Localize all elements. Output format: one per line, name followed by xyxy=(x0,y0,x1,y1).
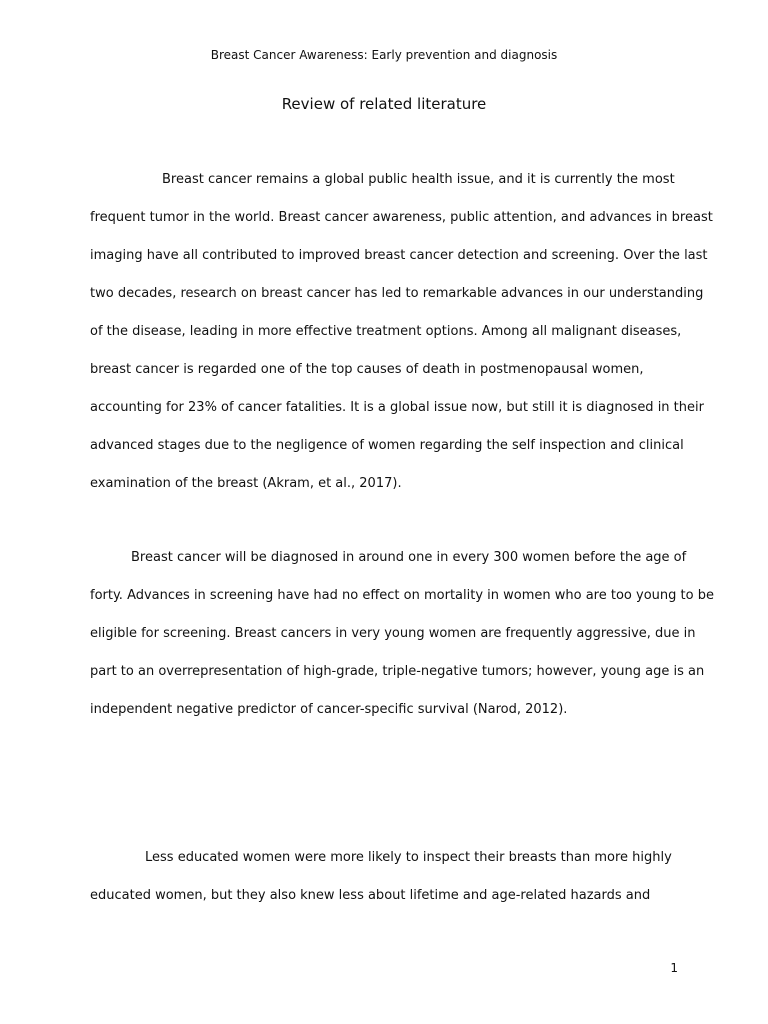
paragraph-line: part to an overrepresentation of high-grade, triple-negative tumors; however, young age is an xyxy=(90,664,705,679)
paragraph-line: Breast cancer will be diagnosed in around one in every 300 women before the age of xyxy=(131,550,687,565)
paragraph-line: two decades, research on breast cancer has led to remarkable advances in our understanding xyxy=(90,286,704,301)
paragraph-line: examination of the breast (Akram, et al., 2017). xyxy=(90,476,402,491)
paragraph-line: advanced stages due to the negligence of women regarding the self inspection and clinical xyxy=(90,438,684,453)
paragraph-line: eligible for screening. Breast cancers in very young women are frequently aggressive, due in xyxy=(90,626,696,641)
paragraph-2 xyxy=(90,539,714,729)
page-number: 1 xyxy=(670,961,678,975)
paragraph-1 xyxy=(90,161,713,503)
running-header: Breast Cancer Awareness: Early prevention and diagnosis xyxy=(210,48,558,62)
paragraph-line: forty. Advances in screening have had no effect on mortality in women who are too young to be xyxy=(90,588,714,603)
paragraph-line: accounting for 23% of cancer fatalities. It is a global issue now, but still it is diagnosed in their xyxy=(90,400,704,415)
section-title: Review of related literature xyxy=(281,95,487,113)
paragraph-line: independent negative predictor of cancer-specific survival (Narod, 2012). xyxy=(90,702,568,717)
paragraph-line: frequent tumor in the world. Breast cancer awareness, public attention, and advances in breast xyxy=(90,210,713,225)
paragraph-line: breast cancer is regarded one of the top causes of death in postmenopausal women, xyxy=(90,362,644,377)
paragraph-line: of the disease, leading in more effective treatment options. Among all malignant diseases, xyxy=(90,324,682,339)
paragraph-line: Breast cancer remains a global public health issue, and it is currently the most xyxy=(162,172,675,187)
paragraph-line: Less educated women were more likely to inspect their breasts than more highly xyxy=(145,850,672,865)
paragraph-3 xyxy=(90,839,690,915)
paragraph-line: educated women, but they also knew less about lifetime and age-related hazards and xyxy=(90,888,651,903)
paragraph-line: imaging have all contributed to improved breast cancer detection and screening. Over the last xyxy=(90,248,708,263)
